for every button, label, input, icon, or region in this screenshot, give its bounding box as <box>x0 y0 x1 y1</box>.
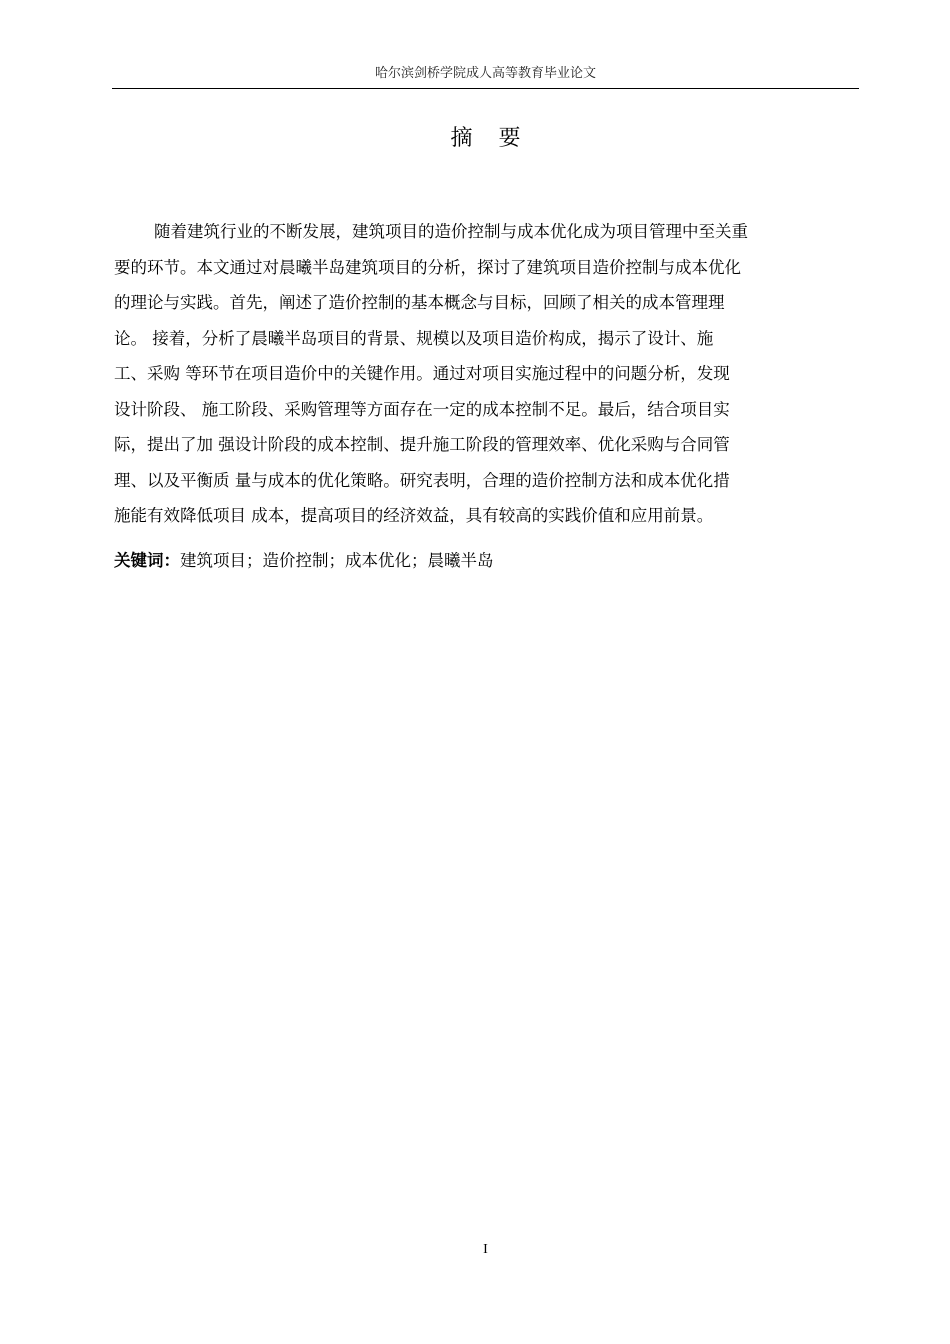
abstract-line: 际，提出了加 强设计阶段的成本控制、提升施工阶段的管理效率、优化采购与合同管 <box>114 435 730 454</box>
header-rule <box>112 88 859 89</box>
abstract-body <box>114 214 846 534</box>
keywords-label: 关键词： <box>114 551 180 570</box>
keywords <box>114 546 494 576</box>
abstract-line: 施能有效降低项目 成本，提高项目的经济效益，具有较高的实践价值和应用前景。 <box>114 506 714 525</box>
page-number: I <box>483 1242 488 1257</box>
abstract-line: 的理论与实践。首先，阐述了造价控制的基本概念与目标，回顾了相关的成本管理理 <box>114 293 725 312</box>
abstract-line: 随着建筑行业的不断发展，建筑项目的造价控制与成本优化成为项目管理中至关重 <box>154 222 748 241</box>
abstract-line: 设计阶段、 施工阶段、采购管理等方面存在一定的成本控制不足。最后，结合项目实 <box>114 399 730 419</box>
running-header: 哈尔滨剑桥学院成人高等教育毕业论文 <box>374 66 596 81</box>
abstract-line: 要的环节。本文通过对晨曦半岛建筑项目的分析，探讨了建筑项目造价控制与成本优化 <box>114 257 741 277</box>
abstract-line: 理、以及平衡质 量与成本的优化策略。研究表明，合理的造价控制方法和成本优化措 <box>114 470 730 490</box>
abstract-line: 工、采购 等环节在项目造价中的关键作用。通过对项目实施过程中的问题分析，发现 <box>114 364 730 383</box>
page-title: 摘要 <box>450 126 547 151</box>
keywords-text: 建筑项目；造价控制；成本优化；晨曦半岛 <box>180 551 494 570</box>
abstract-line: 论。 接着，分析了晨曦半岛项目的背景、规模以及项目造价构成，揭示了设计、施 <box>114 328 714 348</box>
